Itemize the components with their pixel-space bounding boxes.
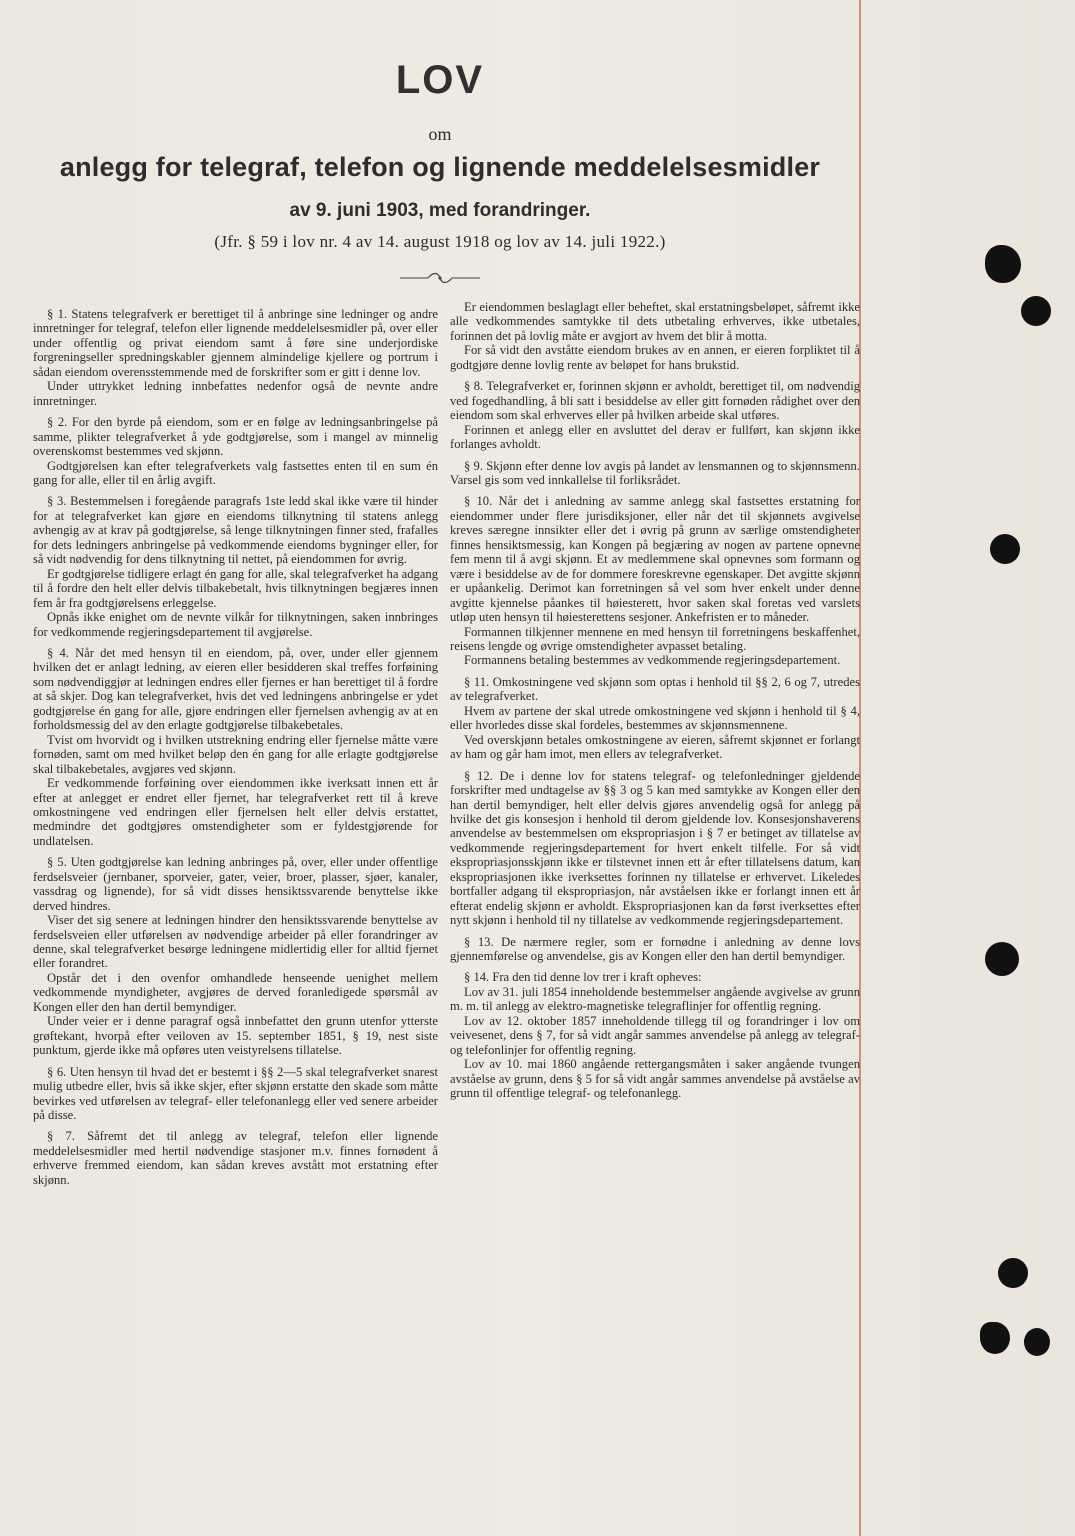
paragraph: Hvem av partene der skal utrede omkostningene ved skjønn i henhold til § 4, eller hvorledes disse skal fordeles, bestemmes av skjønnsmennene. (450, 703, 860, 733)
left-column (33, 300, 438, 1187)
paragraph-section: § 10. Når det i anledning av samme anlegg skal fastsettes erstatning for eiendommer under flere jurisdiksjoner, eller når det til skjønnets avgivelse kreves særegne innsikter eller det i øvrig på grunn av særlige omstendigheter finnes hensiktsmessig, kan Kongen på begjæring av nogen av partene opnevne fem menn til å avgi skjønn. Et av medlemmene skal opnevnes som formann og være i besiddelse av de for dommere foreskrevne egenskaper. Det avgitte skjønn er upåankelig. Derimot kan forretningen så vel som hver enkelt under denne avgitte kjennelse påankes til høiesterett, hvor saken skal foretas ved varslets utløp uten hensyn til høiesterettens sesjoner. Ankefristen er to måneder. (450, 494, 860, 625)
punch-hole-icon (980, 1322, 1010, 1354)
law-title: anlegg for telegraf, telefon og lignende meddelelsesmidler (59, 152, 821, 182)
paragraph: Ved overskjønn betales omkostningene av eieren, såfremt skjønnet er forlangt av ham og går ham imot, men ellers av telegrafverket. (450, 732, 860, 762)
paragraph: Tvist om hvorvidt og i hvilken utstrekning endring eller fjernelse måtte være fornøden, samt om med hvilket beløp den én gang for alle erlagte godtgjørelse skal tilbakebetales, avgjøres ved skjønn. (33, 732, 438, 776)
paragraph-section: § 4. Når det med hensyn til en eiendom, på, over, under eller gjennem hvilken det er anlagt ledning, av eieren eller besidderen skal treffes forføining som nødvendiggjør at ledningen endres eller fjernes er han berettiget til å fordre at så skjer. Dog kan telegrafverket, hvis det ved ledningens anbringelse er ydet godtgjørelse én gang for alle, gjøre endringen eller fjernelsen avhengig av at en forholdsmessig del av den erlagte godtgjørelse tilbakebetales. (33, 645, 438, 733)
paragraph: For så vidt den avståtte eiendom brukes av en annen, er eieren forpliktet til å godtgjøre denne lovlig rente av beløpet for hans brukstid. (450, 343, 860, 372)
paragraph-section: § 6. Uten hensyn til hvad det er bestemt i §§ 2—5 skal telegrafverket snarest mulig utbedre eller, hvis så ikke skjer, efter skjønn erstatte den skade som måtte bevirkes ved utførelsen av telegraf- eller telefonanlegg eller ved senere arbeider på disse. (33, 1064, 438, 1123)
paragraph: Er vedkommende forføining over eiendommen ikke iverksatt innen ett år efter at anlegget er endret eller fjernet, har telegrafverket rett til å kreve omkostningene ved endringen eller fjernelsen helt eller delvis erstattet, medmindre det godtgjøres omstendigheter som er fyldestgjørende for undlatelsen. (33, 776, 438, 848)
paragraph: Under veier er i denne paragraf også innbefattet den grunn utenfor ytterste grøftekant, hvorpå efter veiloven av 15. september 1851, § 19, nest siste punktum, gjerde ikke må opføres uten veistyrelsens tillatelse. (33, 1014, 438, 1058)
paragraph: Formannens betaling bestemmes av vedkommende regjeringsdepartement. (464, 653, 841, 668)
paragraph-section: § 9. Skjønn efter denne lov avgis på landet av lensmannen og to skjønnsmenn. Varsel gis som ved innkallelse til forliksrådet. (450, 458, 860, 487)
paragraph: Formannen tilkjenner mennene en med hensyn til forretningens beskaffenhet, reisens lengde og øvrige omstendigheter avpasset betaling. (450, 624, 860, 653)
paragraph-section: § 5. Uten godtgjørelse kan ledning anbringes på, over, eller under offentlige ferdselsveier (jernbaner, sporveier, gater, veier, broer, plasser, sjøer, kanaler, vassdrag og lignende), for så vidt disses hensiktssvarende benyttelse ikke derved hindres. (33, 855, 438, 913)
paragraph: Er eiendommen beslaglagt eller beheftet, skal erstatningsbeløpet, såfremt ikke alle vedkommendes samtykke til dets utbetaling erhverves, ikke utbetales, forinnen det på lovlig måte er avgjort av hvem det blir å motta. (450, 300, 860, 343)
punch-hole-icon (985, 942, 1019, 976)
paragraph: Under uttrykket ledning innbefattes nedenfor også de nevnte andre innretninger. (33, 379, 438, 408)
paragraph-section: § 11. Omkostningene ved skjønn som optas i henhold til §§ 2, 6 og 7, utredes av telegrafverket. (450, 674, 860, 704)
paragraph: Viser det sig senere at ledningen hindrer den hensiktssvarende benyttelse av ferdselsveien eller utførelsen av nødvendige arbeider på eller forandringer av denne, skal telegrafverket besørge ledningene midlertidig eller for alltid fjernet eller forandret. (33, 913, 438, 971)
paragraph-section: § 7. Såfremt det til anlegg av telegraf, telefon eller lignende meddelelsesmidler med hertil nødvendige stasjoner m.v. finnes fornødent å erhverve fremmed eiendom, kan sådan kreves avstått mot erstatning efter skjønn. (33, 1129, 438, 1187)
heading-lov: LOV (395, 58, 485, 102)
punch-hole-icon (998, 1258, 1028, 1288)
ornament-divider-icon (400, 272, 480, 284)
paragraph: Opnås ikke enighet om de nevnte vilkår for tilknytningen, saken innbringes for vedkommende regjeringsdepartement til avgjørelse. (33, 610, 438, 639)
paragraph-section: § 12. De i denne lov for statens telegraf- og telefonledninger gjeldende forskrifter med undtagelse av §§ 3 og 5 kan med samtykke av Kongen eller den han dertil bemyndiger, helt eller delvis gjøres anvendelig også for anlegg på hvilke det gis konsesjon i henhold til derom gjeldende lov. Konsesjonshaverens anvendelse av bestemmelsen om ekspropriasjon i § 7 er betinget av tillatelse av vedkommende regjeringsdepartement for hvert enkelt tilfelle. For så vidt ekspropriasjonsskjønn ikke er tilstevnet innen ett år efter tillatelsens datum, kan ekspropriasjonen ikke iverksettes forinnen ny tillatelse er erhvervet. Likeledes bortfaller adgang til ekspropriasjon, når avståelsen ikke er forlangt innen ett år efterat endelig skjønn er avholdt. Ekspropriasjonen kan da først iverksettes efter nytt skjønn i henhold til ny tillatelse av vedkommende regjeringsdepartement. (450, 768, 860, 928)
punch-hole-icon (1021, 296, 1051, 326)
punch-hole-icon (990, 534, 1020, 564)
paragraph: Opstår det i den ovenfor omhandlede henseende uenighet mellem vedkommende myndigheter, avgjøres de derved foranledigede spørsmål av Kongen eller den han dertil bemyndiger. (33, 970, 438, 1014)
law-subtitle: av 9. juni 1903, med forandringer. (289, 200, 591, 221)
paragraph: Forinnen et anlegg eller en avsluttet del derav er fullført, kan skjønn ikke forlanges avholdt. (450, 422, 860, 452)
paragraph-section: § 8. Telegrafverket er, forinnen skjønn er avholdt, berettiget til, om nødvendig ved fogedhandling, å bli satt i besiddelse av eller gitt fornøden rådighet over den eiendom som skal erhverves eller på hvilken arbeide skal utføres. (450, 379, 860, 423)
punch-hole-icon (985, 245, 1021, 283)
paragraph: Lov av 12. oktober 1857 inneholdende tillegg til og forandringer i lov om veivesenet, dens § 7, for så vidt angår sammes anvendelse på anlegg av telegraf- og telefonlinjer for offentlig regning. (450, 1013, 860, 1057)
heading-om: om (428, 124, 452, 144)
punch-hole-icon (1024, 1328, 1050, 1356)
paragraph-section: § 14. Fra den tid denne lov trer i kraft opheves: (464, 970, 702, 985)
paragraph: Lov av 31. juli 1854 inneholdende bestemmelser angående avgivelse av grunn m. m. til anlegg av elektro-magnetiske telegraflinjer for offentlig regning. (450, 984, 860, 1014)
paragraph-section: § 2. For den byrde på eiendom, som er en følge av ledningsanbringelse på samme, plikter telegrafverket å yde godtgjørelse, som i mangel av minnelig overenskomst bestemmes ved skjønn. (33, 415, 438, 459)
paragraph-section: § 3. Bestemmelsen i foregående paragrafs 1ste ledd skal ikke være til hinder for at telegrafverket kan gjøre en eiendoms tilknytning til statens anlegg avhengig av at krav på godtgjørelse, så lenge tilknytningen finner sted, frafalles for dets ledningers anbringelse på vedkommende eiendoms bygninger eller, for så vidt nødvendig for dens tilknytning til nettet, på eiendommen for øvrig. (33, 494, 438, 567)
paragraph: Lov av 10. mai 1860 angående rettergangsmåten i saker angående tvungen avståelse av grunn, dens § 5 for så vidt angår sammes anvendelse på avståelse av grunn til offentlige telegraf- og telefonanlegg. (450, 1057, 860, 1101)
law-reference: (Jfr. § 59 i lov nr. 4 av 14. august 1918 og lov av 14. juli 1922.) (214, 232, 666, 251)
paragraph-section: § 1. Statens telegrafverk er berettiget til å anbringe sine ledninger og andre innretninger for telegraf, telefon eller lignende meddelelsesmidler på, over eller under offentlig og privat eiendom samt å føre sine underjordiske forgreningseller spredningskabler gjennem almindelige kjellere og portrum i sådan eiendom overensstemmende med de forskrifter som er gitt i denne lov. (33, 307, 438, 379)
paragraph-section: § 13. De nærmere regler, som er fornødne i anledning av denne lovs gjennemførelse og anvendelse, gis av Kongen eller den han dertil bemyndiger. (450, 934, 860, 964)
paragraph: Godtgjørelsen kan efter telegrafverkets valg fastsettes enten til en sum én gang for alle, eller til en årlig avgift. (33, 458, 438, 487)
right-column (450, 300, 860, 1101)
paragraph: Er godtgjørelse tidligere erlagt én gang for alle, skal telegrafverket ha adgang til å fordre den helt eller delvis tilbakebetalt, hvis tilknytningen begjæres innen fem år fra godtgjørelsens erleggelse. (33, 566, 438, 610)
